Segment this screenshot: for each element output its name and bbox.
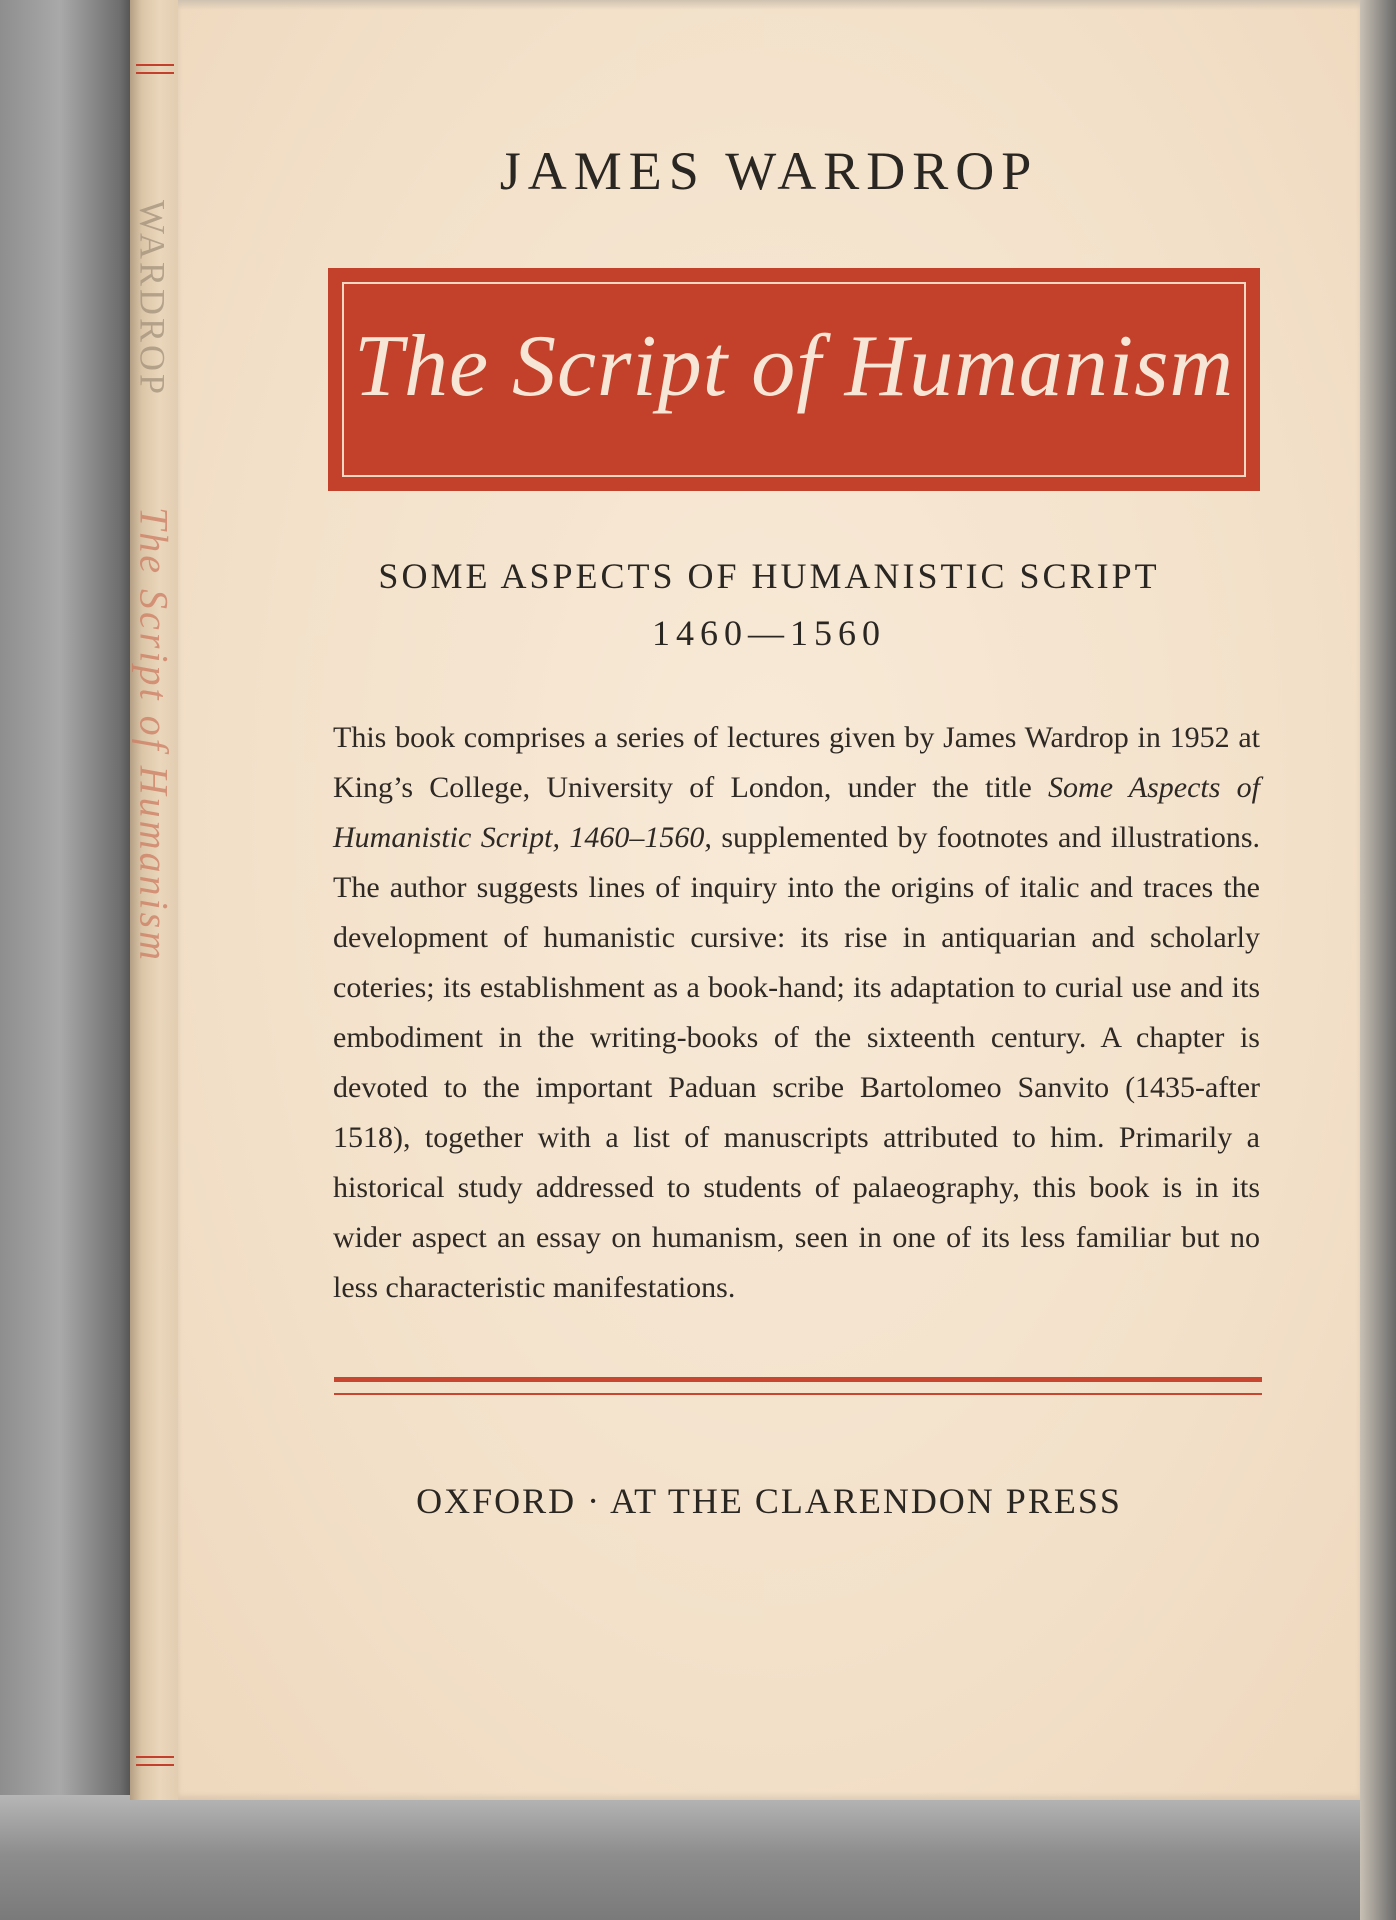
book-title: The Script of Humanism bbox=[354, 318, 1234, 415]
author-name: JAMES WARDROP bbox=[499, 141, 1039, 201]
blurb-text-1: This book comprises a series of lectures given by James Wardrop in 1952 at King’s College, University of London, under the title bbox=[333, 721, 1260, 804]
divider-rule-thick bbox=[334, 1377, 1262, 1382]
book-spine bbox=[130, 0, 180, 1800]
spine-rule-top bbox=[136, 64, 174, 66]
scan-bottom-shadow bbox=[0, 1795, 1396, 1920]
divider-rule-thin bbox=[334, 1393, 1262, 1395]
spine-rule-bottom-2 bbox=[136, 1764, 174, 1766]
scan-right-shadow bbox=[1360, 0, 1396, 1920]
spine-author: WARDROP bbox=[132, 200, 173, 398]
spine-lettering bbox=[131, 200, 178, 963]
front-cover bbox=[178, 0, 1360, 1800]
subtitle: SOME ASPECTS OF HUMANISTIC SCRIPT bbox=[378, 556, 1160, 596]
spine-title: The Script of Humanism bbox=[131, 507, 177, 964]
blurb-text-2: supplemented by footnotes and illustrations. The author suggests lines of inquiry into the origins of italic and traces the development of humanistic cursive: its rise in antiquarian and scholarly coteries; its establishment as a book-hand; its adaptation to curial use and its embodiment in the writing-books of the sixteenth century. A chapter is devoted to the important Paduan scribe Bartolomeo Sanvito (1435-after 1518), together with a list of manuscripts attributed to him. Primarily a historical study addressed to students of palaeography, this book is in its wider aspect an essay on humanism, seen in one of its less familiar but no less characteristic manifestations. bbox=[333, 821, 1260, 1304]
blurb-paragraph bbox=[333, 713, 1260, 1313]
cover-top-edge bbox=[178, 0, 1360, 10]
date-range: 1460—1560 bbox=[652, 613, 886, 653]
spine-rule-top-2 bbox=[136, 72, 174, 74]
publisher-imprint: OXFORD · AT THE CLARENDON PRESS bbox=[416, 1481, 1122, 1521]
spine-rule-bottom bbox=[136, 1756, 174, 1758]
blurb-italic-title: Some Aspects of Humanistic Script, 1460–1560, bbox=[333, 771, 1260, 854]
title-panel bbox=[328, 268, 1260, 491]
